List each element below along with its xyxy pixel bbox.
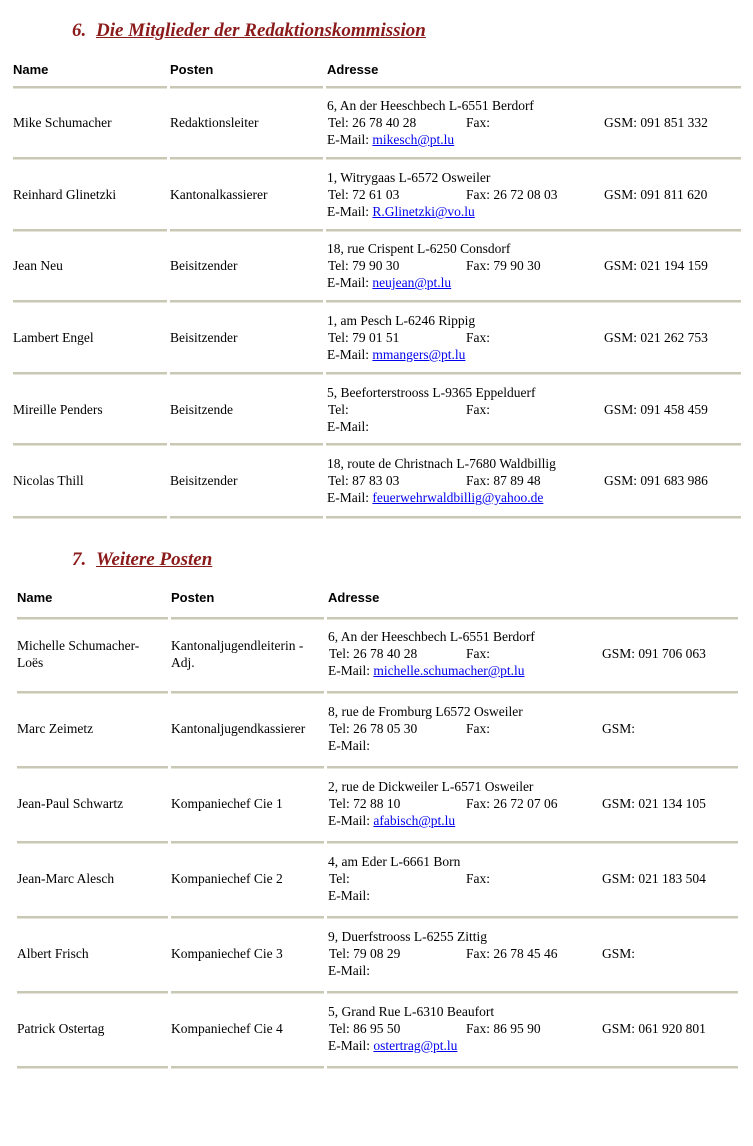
- member-gsm: GSM:: [602, 721, 636, 736]
- row-divider: [326, 86, 741, 89]
- row-divider: [326, 229, 741, 232]
- member-position: Kompaniechef Cie 4: [171, 1021, 283, 1036]
- row-divider: [13, 443, 167, 446]
- member-address: 1, Witrygaas L-6572 Osweiler: [327, 170, 491, 185]
- row-divider: [13, 516, 167, 519]
- row-divider: [17, 617, 168, 620]
- member-tel: Tel: 26 78 40 28: [328, 115, 417, 130]
- row-divider: [17, 691, 168, 694]
- email-label: E-Mail:: [328, 738, 370, 753]
- row-divider: [326, 300, 741, 303]
- email-link[interactable]: afabisch@pt.lu: [373, 813, 456, 828]
- member-address: 8, rue de Fromburg L6572 Osweiler: [328, 704, 523, 719]
- member-email-line: [327, 418, 369, 435]
- member-fax: Fax:: [466, 115, 491, 130]
- member-name: Michelle Schumacher-Loës: [17, 638, 140, 670]
- member-address: 6, An der Heeschbech L-6551 Berdorf: [328, 629, 535, 644]
- row-divider: [170, 300, 323, 303]
- member-position: Beisitzender: [170, 330, 238, 345]
- member-tel: Tel: 26 78 40 28: [329, 646, 418, 661]
- member-gsm: GSM: 021 194 159: [604, 258, 708, 273]
- row-divider: [13, 300, 167, 303]
- row-divider: [171, 991, 324, 994]
- member-name: Reinhard Glinetzki: [13, 187, 117, 202]
- table-row: [0, 853, 740, 905]
- member-position: Kompaniechef Cie 2: [171, 871, 283, 886]
- header-posten: Posten: [171, 590, 215, 605]
- email-link[interactable]: mmangers@pt.lu: [372, 347, 466, 362]
- member-name: Jean-Marc Alesch: [17, 871, 115, 886]
- member-tel: Tel: 72 88 10: [329, 796, 401, 811]
- row-divider: [13, 157, 167, 160]
- row-divider: [17, 991, 168, 994]
- member-fax: Fax: 79 90 30: [466, 258, 541, 273]
- member-fax: Fax:: [466, 721, 491, 736]
- table-row: [0, 928, 740, 980]
- section-7-number: 7.: [72, 549, 87, 570]
- member-fax: Fax: 26 72 07 06: [466, 796, 558, 811]
- member-address: 6, An der Heeschbech L-6551 Berdorf: [327, 98, 534, 113]
- table-row: [0, 455, 740, 507]
- member-tel: Tel: 86 95 50: [329, 1021, 401, 1036]
- member-position: Redaktionsleiter: [170, 115, 259, 130]
- member-tel: Tel: 79 08 29: [329, 946, 401, 961]
- row-divider: [170, 372, 323, 375]
- member-email-line: [328, 737, 370, 754]
- row-divider: [326, 372, 741, 375]
- member-address: 2, rue de Dickweiler L-6571 Osweiler: [328, 779, 534, 794]
- member-tel: Tel: 79 01 51: [328, 330, 400, 345]
- member-tel: Tel: 87 83 03: [328, 473, 400, 488]
- email-link[interactable]: R.Glinetzki@vo.lu: [372, 204, 475, 219]
- member-fax: Fax:: [466, 402, 491, 417]
- row-divider: [170, 516, 323, 519]
- email-link[interactable]: ostertrag@pt.lu: [373, 1038, 458, 1053]
- table-row: [0, 778, 740, 830]
- row-divider: [327, 916, 738, 919]
- member-gsm: GSM: 021 183 504: [602, 871, 706, 886]
- member-tel: Tel: 72 61 03: [328, 187, 400, 202]
- member-email-line: [328, 662, 525, 679]
- member-position: Kantonalkassierer: [170, 187, 268, 202]
- member-gsm: GSM: 091 458 459: [604, 402, 708, 417]
- email-link[interactable]: michelle.schumacher@pt.lu: [373, 663, 525, 678]
- email-label: E-Mail:: [327, 204, 369, 219]
- member-gsm: GSM: 091 811 620: [604, 187, 708, 202]
- member-email-line: [327, 131, 454, 148]
- row-divider: [326, 443, 741, 446]
- email-label: E-Mail:: [328, 663, 370, 678]
- member-email-line: [327, 489, 543, 506]
- member-position: Kantonaljugendleiterin - Adj.: [171, 638, 304, 670]
- row-divider: [170, 443, 323, 446]
- member-position: Kompaniechef Cie 3: [171, 946, 283, 961]
- member-email-line: [328, 962, 370, 979]
- table-row: [0, 169, 740, 221]
- member-email-line: [327, 274, 451, 291]
- member-gsm: GSM: 091 706 063: [602, 646, 706, 661]
- row-divider: [17, 841, 168, 844]
- member-address: 4, am Eder L-6661 Born: [328, 854, 461, 869]
- email-label: E-Mail:: [327, 490, 369, 505]
- row-divider: [13, 86, 167, 89]
- table-row: [0, 312, 740, 364]
- email-label: E-Mail:: [327, 132, 369, 147]
- table-row: [0, 1003, 740, 1055]
- row-divider: [171, 1066, 324, 1069]
- member-address: 18, rue Crispent L-6250 Consdorf: [327, 241, 511, 256]
- member-name: Jean Neu: [13, 258, 63, 273]
- member-email-line: [327, 203, 475, 220]
- row-divider: [171, 691, 324, 694]
- row-divider: [17, 916, 168, 919]
- member-email-line: [328, 812, 455, 829]
- row-divider: [327, 841, 738, 844]
- member-gsm: GSM: 021 134 105: [602, 796, 706, 811]
- row-divider: [327, 991, 738, 994]
- row-divider: [171, 617, 324, 620]
- email-link[interactable]: neujean@pt.lu: [372, 275, 452, 290]
- table-row: [0, 703, 740, 755]
- table-row: [0, 240, 740, 292]
- row-divider: [327, 691, 738, 694]
- row-divider: [13, 229, 167, 232]
- section-7-title: Weitere Posten: [96, 549, 213, 570]
- row-divider: [170, 157, 323, 160]
- section-7-heading: [72, 549, 212, 571]
- email-label: E-Mail:: [328, 888, 370, 903]
- member-name: Marc Zeimetz: [17, 721, 94, 736]
- email-label: E-Mail:: [327, 275, 369, 290]
- member-position: Kompaniechef Cie 1: [171, 796, 283, 811]
- header-name: Name: [13, 62, 49, 77]
- member-position: Kantonaljugendkassierer: [171, 721, 306, 736]
- email-label: E-Mail:: [328, 813, 370, 828]
- row-divider: [326, 157, 741, 160]
- row-divider: [327, 1066, 738, 1069]
- email-link[interactable]: feuerwehrwaldbillig@yahoo.de: [372, 490, 544, 505]
- member-address: 18, route de Christnach L-7680 Waldbillig: [327, 456, 556, 471]
- member-name: Albert Frisch: [17, 946, 89, 961]
- row-divider: [170, 86, 323, 89]
- header-adresse: Adresse: [328, 590, 380, 605]
- member-address: 5, Grand Rue L-6310 Beaufort: [328, 1004, 495, 1019]
- row-divider: [170, 229, 323, 232]
- email-label: E-Mail:: [328, 963, 370, 978]
- row-divider: [13, 372, 167, 375]
- member-gsm: GSM:: [602, 946, 636, 961]
- member-fax: Fax: 87 89 48: [466, 473, 541, 488]
- member-tel: Tel: 79 90 30: [328, 258, 400, 273]
- email-link[interactable]: mikesch@pt.lu: [372, 132, 455, 147]
- section-6-heading: [72, 20, 426, 42]
- member-email-line: [328, 1037, 457, 1054]
- row-divider: [327, 617, 738, 620]
- header-posten: Posten: [170, 62, 214, 77]
- member-name: Mike Schumacher: [13, 115, 112, 130]
- member-fax: Fax: 26 72 08 03: [466, 187, 558, 202]
- row-divider: [326, 516, 741, 519]
- member-gsm: GSM: 091 851 332: [604, 115, 708, 130]
- member-name: Patrick Ostertag: [17, 1021, 105, 1036]
- email-label: E-Mail:: [328, 1038, 370, 1053]
- table-row: [0, 97, 740, 149]
- section-6-number: 6.: [72, 20, 87, 41]
- member-email-line: [328, 887, 370, 904]
- member-name: Jean-Paul Schwartz: [17, 796, 124, 811]
- member-gsm: GSM: 091 683 986: [604, 473, 708, 488]
- row-divider: [171, 766, 324, 769]
- email-label: E-Mail:: [327, 347, 369, 362]
- header-name: Name: [17, 590, 53, 605]
- row-divider: [171, 916, 324, 919]
- member-fax: Fax: 86 95 90: [466, 1021, 541, 1036]
- table-row: [0, 628, 740, 680]
- member-gsm: GSM: 061 920 801: [602, 1021, 706, 1036]
- member-fax: Fax:: [466, 871, 491, 886]
- member-position: Beisitzende: [170, 402, 233, 417]
- member-tel: Tel: 26 78 05 30: [329, 721, 418, 736]
- member-name: Lambert Engel: [13, 330, 94, 345]
- member-fax: Fax: 26 78 45 46: [466, 946, 558, 961]
- member-address: 9, Duerfstrooss L-6255 Zittig: [328, 929, 487, 944]
- member-tel: Tel:: [329, 871, 350, 886]
- member-address: 1, am Pesch L-6246 Rippig: [327, 313, 476, 328]
- member-gsm: GSM: 021 262 753: [604, 330, 708, 345]
- header-adresse: Adresse: [327, 62, 379, 77]
- member-name: Mireille Penders: [13, 402, 103, 417]
- row-divider: [327, 766, 738, 769]
- row-divider: [171, 841, 324, 844]
- member-position: Beisitzender: [170, 258, 238, 273]
- member-position: Beisitzender: [170, 473, 238, 488]
- member-tel: Tel:: [328, 402, 349, 417]
- table-row: [0, 384, 740, 436]
- member-fax: Fax:: [466, 646, 491, 661]
- member-address: 5, Beeforterstrooss L-9365 Eppelduerf: [327, 385, 536, 400]
- member-name: Nicolas Thill: [13, 473, 84, 488]
- member-fax: Fax:: [466, 330, 491, 345]
- member-email-line: [327, 346, 465, 363]
- row-divider: [17, 766, 168, 769]
- email-label: E-Mail:: [327, 419, 369, 434]
- section-6-title: Die Mitglieder der Redaktionskommission: [96, 20, 426, 41]
- row-divider: [17, 1066, 168, 1069]
